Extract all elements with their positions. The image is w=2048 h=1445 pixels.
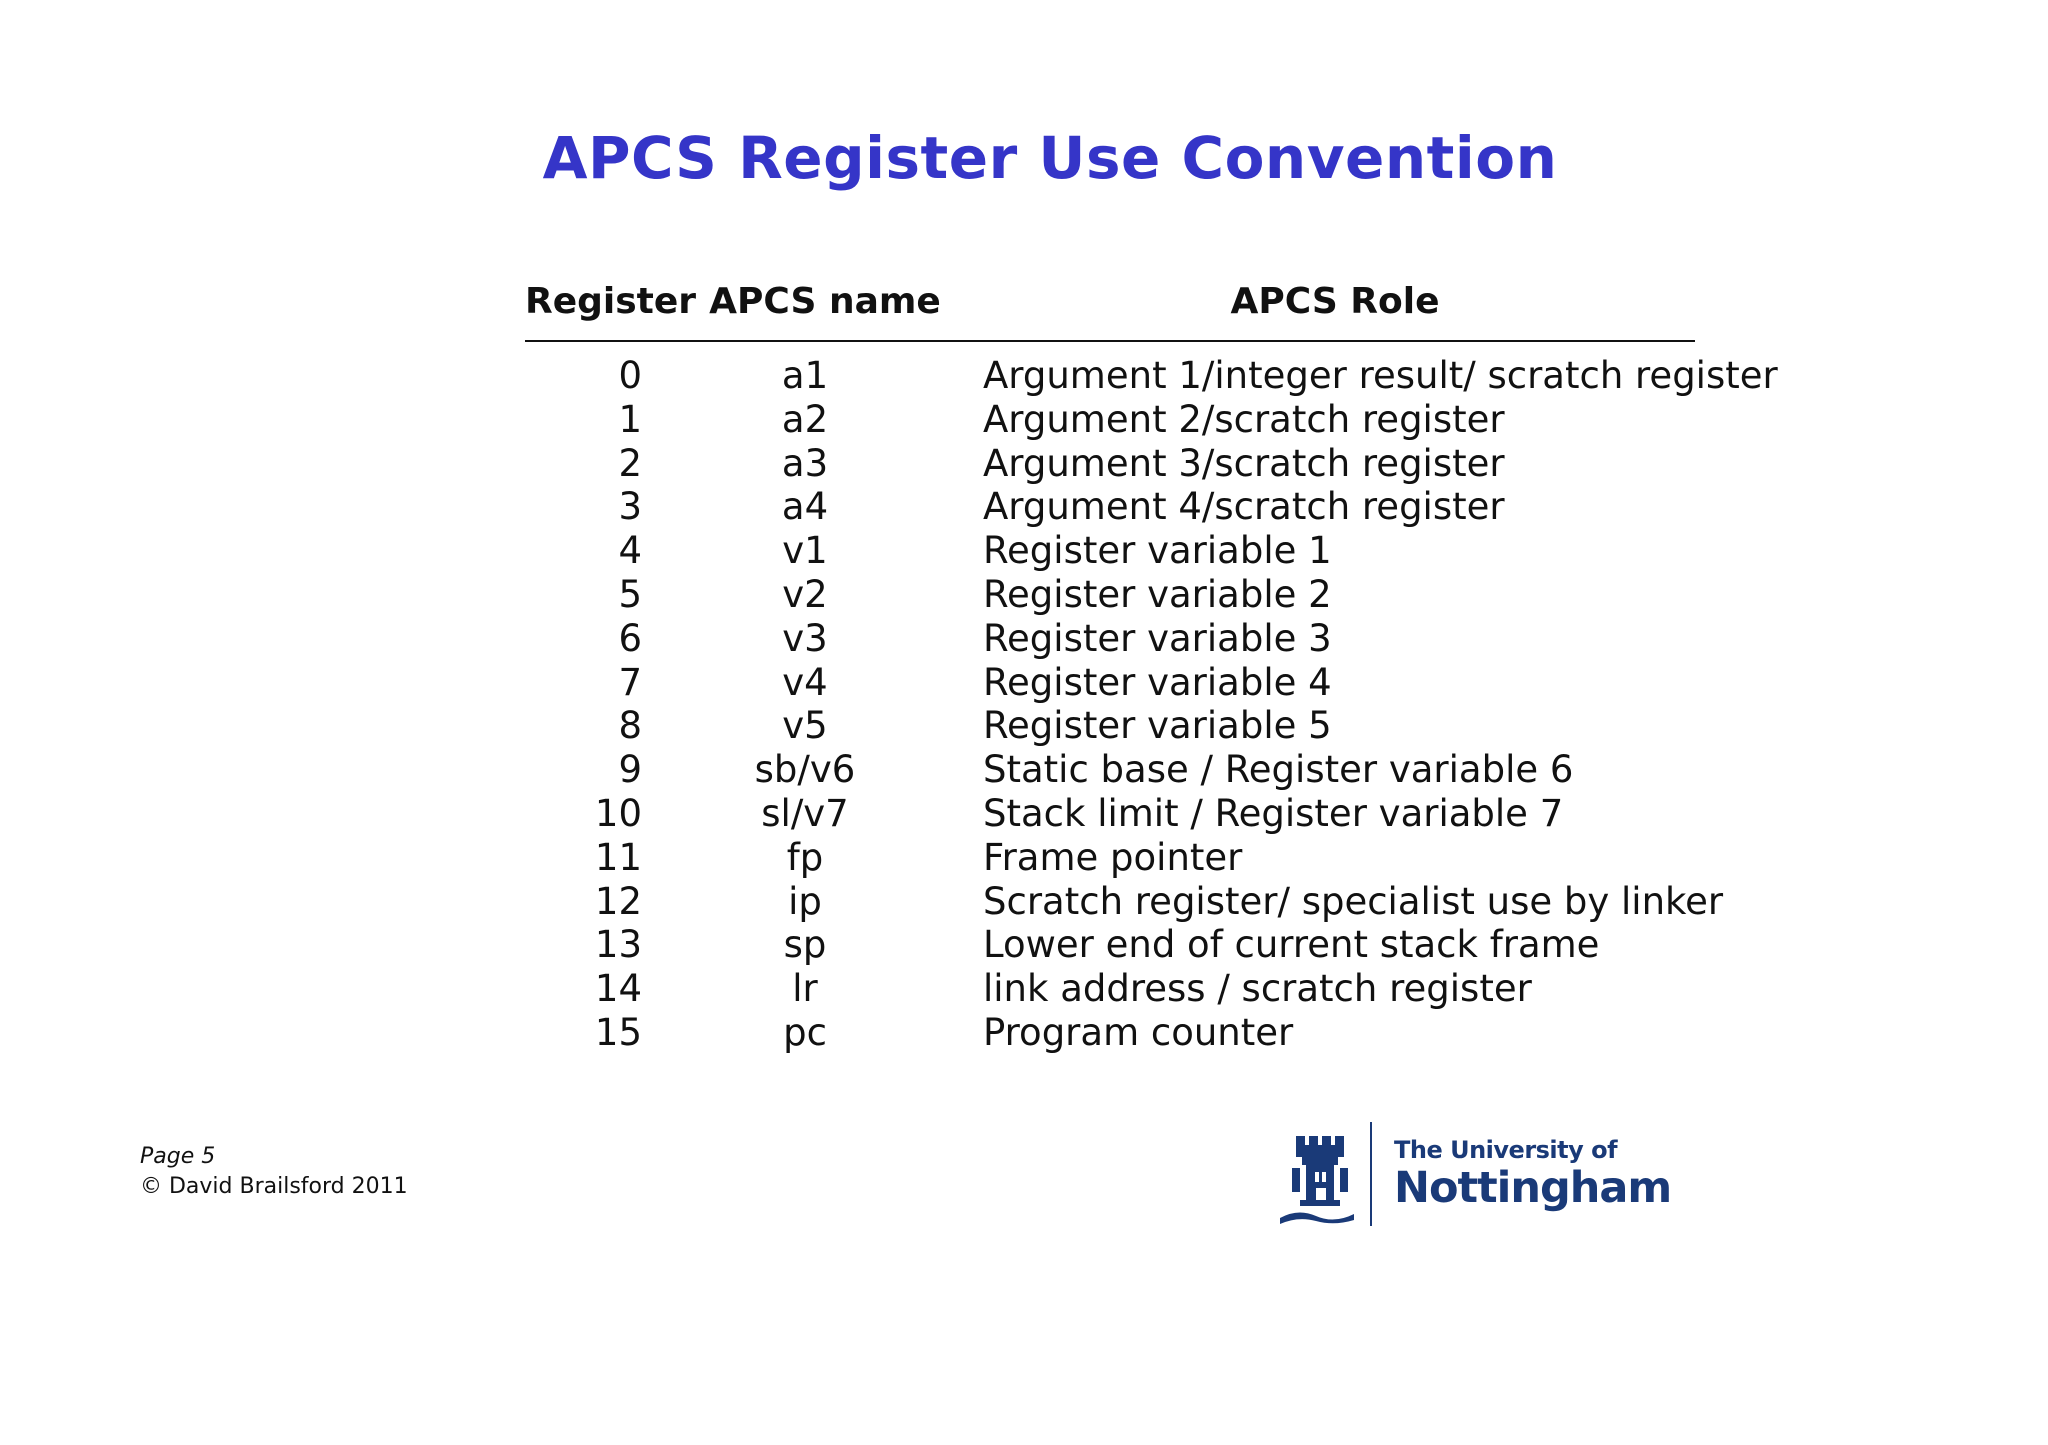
apcs-role: Frame pointer [983, 835, 1243, 879]
apcs-role: Stack limit / Register variable 7 [983, 791, 1564, 835]
register-number: 3 [618, 485, 642, 529]
table-row [525, 661, 1695, 705]
table-row [525, 398, 1695, 442]
logo-line-nottingham: Nottingham [1394, 1163, 1672, 1213]
apcs-role: Program counter [983, 1010, 1294, 1054]
register-number: 8 [618, 704, 642, 748]
apcs-role: Register variable 3 [983, 616, 1332, 660]
header-row [525, 280, 1695, 341]
apcs-name: sl/v7 [761, 791, 849, 835]
apcs-role: Scratch register/ specialist use by linker [983, 879, 1724, 923]
apcs-role: Argument 4/scratch register [983, 485, 1505, 529]
register-number: 5 [618, 572, 642, 616]
table-row [525, 704, 1695, 748]
apcs-name: pc [783, 1010, 827, 1054]
apcs-name: a3 [781, 441, 829, 485]
logo-line-university: The University of [1394, 1136, 1618, 1164]
page-number: Page 5 [140, 1144, 216, 1169]
header-register: Register [525, 280, 675, 341]
register-number: 12 [594, 879, 642, 923]
table-row [525, 748, 1695, 792]
header-apcs-role: APCS Role [975, 280, 1695, 341]
apcs-role: Register variable 2 [983, 572, 1332, 616]
register-number: 14 [594, 967, 642, 1011]
register-number: 9 [618, 748, 642, 792]
table-row [525, 1011, 1695, 1055]
table-row [525, 880, 1695, 924]
register-number: 11 [594, 835, 642, 879]
apcs-name: v4 [782, 660, 828, 704]
register-number: 7 [618, 660, 642, 704]
table-row [525, 573, 1695, 617]
apcs-name: ip [788, 879, 822, 923]
header-apcs-name: APCS name [675, 280, 975, 341]
apcs-name: a2 [781, 397, 829, 441]
apcs-name: sp [783, 923, 827, 967]
page-title: APCS Register Use Convention [542, 124, 1558, 192]
table-row [525, 792, 1695, 836]
castle-icon [1278, 1122, 1388, 1230]
register-number: 4 [618, 529, 642, 573]
apcs-name: v2 [782, 572, 828, 616]
apcs-name: v5 [782, 704, 828, 748]
register-number: 13 [594, 923, 642, 967]
table-row [525, 485, 1695, 529]
table-row [525, 967, 1695, 1011]
register-table [525, 280, 1778, 1055]
apcs-name: a1 [781, 354, 829, 397]
apcs-role: Argument 2/scratch register [983, 397, 1505, 441]
register-number: 1 [618, 397, 642, 441]
apcs-role: Argument 1/integer result/ scratch register [983, 354, 1778, 397]
register-number: 0 [618, 354, 642, 397]
register-number: 6 [618, 616, 642, 660]
table-body [525, 341, 1778, 1055]
table-row [525, 923, 1695, 967]
copyright: © David Brailsford 2011 [140, 1174, 408, 1199]
table-row [525, 617, 1695, 661]
apcs-role: link address / scratch register [983, 967, 1532, 1011]
register-number: 15 [594, 1010, 642, 1054]
apcs-name: a4 [781, 485, 829, 529]
apcs-role: Register variable 5 [983, 704, 1332, 748]
apcs-role: Register variable 1 [983, 529, 1332, 573]
university-logo [1278, 1122, 1672, 1230]
table-row [525, 442, 1695, 486]
register-number: 2 [618, 441, 642, 485]
apcs-role: Lower end of current stack frame [983, 923, 1600, 967]
table-header [525, 280, 1695, 341]
table-row [525, 529, 1695, 573]
apcs-role: Register variable 4 [983, 660, 1332, 704]
register-number: 10 [594, 791, 642, 835]
apcs-role: Argument 3/scratch register [983, 441, 1505, 485]
table-row [525, 836, 1695, 880]
apcs-name: fp [786, 835, 824, 879]
apcs-name: v3 [782, 616, 828, 660]
apcs-role: Static base / Register variable 6 [983, 748, 1574, 792]
logo-text [1394, 1136, 1671, 1212]
footer [140, 1142, 408, 1202]
apcs-name: v1 [782, 529, 828, 573]
apcs-name: lr [792, 967, 818, 1011]
apcs-name: sb/v6 [754, 748, 856, 792]
table-row [525, 341, 1695, 398]
